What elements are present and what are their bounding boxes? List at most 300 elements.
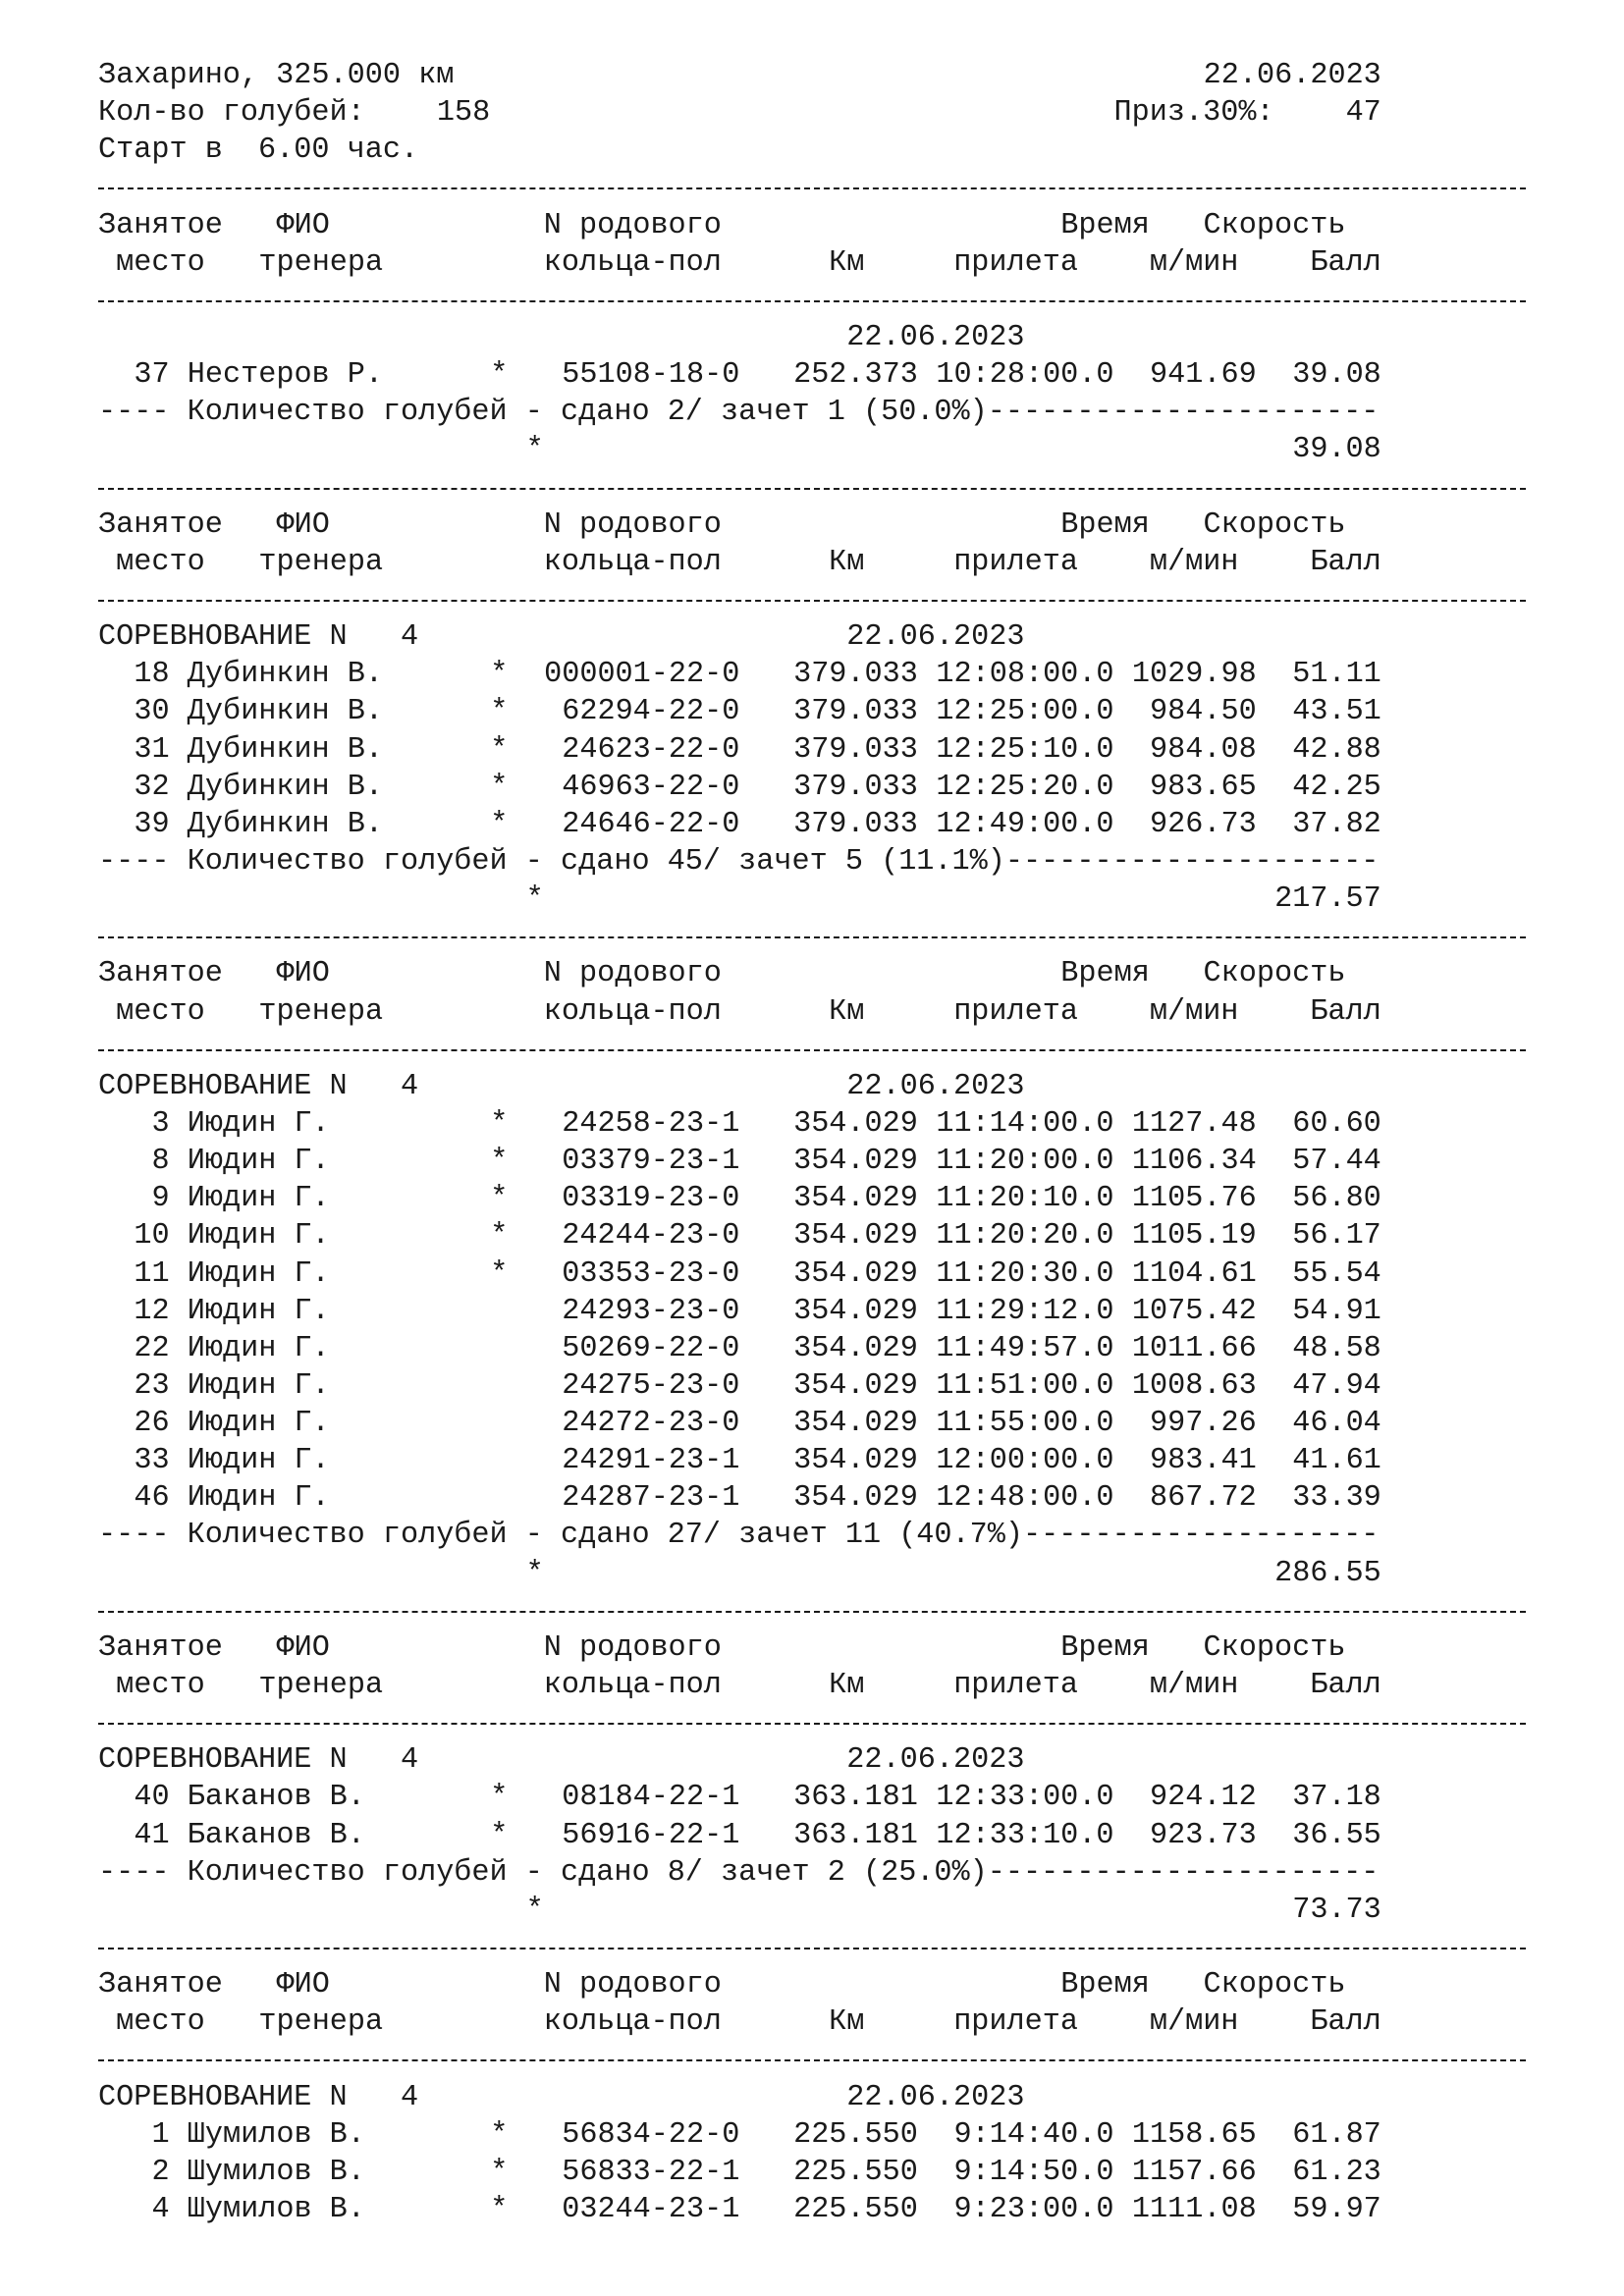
result-row [98,1479,1571,1517]
result-row [98,656,1571,693]
arrival-time: 9:14:40.0 [953,2117,1114,2152]
summary-text: ---- Количество голубей - сдано 45/ зачет 5 (11.1%)--------------------- [98,844,1380,879]
section-total [98,881,1571,918]
score: 56.80 [1292,1182,1381,1216]
distance-km: 354.029 [793,1481,918,1516]
place: 32 [134,770,170,804]
header-line-1 [98,57,1571,94]
speed: 941.69 [1150,358,1257,393]
speed: 997.26 [1150,1407,1257,1441]
speed: 867.72 [1150,1481,1257,1516]
section-total-score: 286.55 [1274,1556,1381,1590]
competition-title: СОРЕВНОВАНИЕ N 4 [98,1743,419,1778]
ring-number: 24275-23-0 [562,1368,740,1403]
result-row [98,1293,1571,1330]
distance-km: 379.033 [793,732,918,767]
dashed-separator [98,282,1571,319]
col-name-label: ФИО [276,507,330,542]
result-row [98,1105,1571,1143]
speed: 1029.98 [1131,658,1257,692]
column-header-row-2 [98,544,1571,581]
section-summary [98,843,1571,881]
col-place-sublabel: место [116,994,205,1029]
col-time-label: Время [1060,1968,1150,2002]
prize-count: 47 [1345,96,1381,131]
result-row [98,769,1571,806]
result-row [98,1180,1571,1217]
total-mark: * [525,1556,544,1590]
score: 33.39 [1292,1481,1381,1516]
trainer-name: Июдин Г. [187,1481,330,1516]
section-heading [98,1741,1571,1779]
speed: 926.73 [1150,807,1257,841]
distance-km: 354.029 [793,1182,918,1216]
ring-number: 24244-23-0 [562,1219,740,1254]
col-time-sublabel: прилета [953,545,1078,579]
column-header-row-2 [98,1667,1571,1704]
score: 36.55 [1292,1818,1381,1852]
score: 43.51 [1292,695,1381,729]
race-date: 22.06.2023 [1203,59,1381,92]
result-row [98,2191,1571,2228]
score: 51.11 [1292,658,1381,692]
ring-number: 50269-22-0 [562,1331,740,1365]
ring-number: 24291-23-1 [562,1444,740,1478]
trainer-name: Июдин Г. [187,1407,330,1441]
section-total [98,1892,1571,1929]
speed: 924.12 [1150,1781,1257,1815]
result-row [98,1330,1571,1367]
trainer-name: Июдин Г. [187,1331,330,1365]
score: 37.18 [1292,1781,1381,1815]
place: 39 [134,807,170,841]
col-speed-label: Скорость [1203,208,1346,242]
result-row [98,1405,1571,1442]
speed: 1111.08 [1131,2193,1257,2227]
place: 23 [134,1368,170,1403]
col-time-label: Время [1060,1630,1150,1665]
speed: 1106.34 [1131,1145,1257,1179]
trainer-name: Нестеров Р. [187,358,384,393]
race-location: Захарино, 325.000 км [98,59,455,92]
col-ring-label: N родового [543,957,722,991]
distance-km: 363.181 [793,1818,918,1852]
distance-km: 354.029 [793,1444,918,1478]
mark: * [490,732,509,767]
col-place-label: Занятое [98,507,223,542]
place: 1 [151,2117,170,2152]
trainer-name: Дубинкин В. [187,770,384,804]
score: 37.82 [1292,807,1381,841]
distance-km: 354.029 [793,1294,918,1328]
speed: 1105.19 [1131,1219,1257,1254]
section-date: 22.06.2023 [846,320,1025,354]
arrival-time: 9:14:50.0 [953,2155,1114,2189]
distance-km: 379.033 [793,770,918,804]
dashed-separator [98,169,1571,206]
col-place-label: Занятое [98,1630,223,1665]
competition-title: СОРЕВНОВАНИЕ N 4 [98,2080,419,2114]
result-row [98,1367,1571,1405]
col-name-sublabel: тренера [258,545,384,579]
col-time-label: Время [1060,957,1150,991]
distance-km: 354.029 [793,1368,918,1403]
speed: 1075.42 [1131,1294,1257,1328]
place: 10 [134,1219,170,1254]
ring-number: 24293-23-0 [562,1294,740,1328]
place: 11 [134,1256,170,1291]
section-total-score: 217.57 [1274,882,1381,917]
speed: 923.73 [1150,1818,1257,1852]
place: 4 [151,2193,170,2227]
total-mark: * [525,1893,544,1927]
ring-number: 46963-22-0 [562,770,740,804]
mark: * [490,1145,509,1179]
place: 46 [134,1481,170,1516]
col-score-label: Балл [1310,994,1381,1029]
col-time-sublabel: прилета [953,245,1078,280]
result-row [98,1143,1571,1180]
section-heading [98,2079,1571,2116]
col-time-sublabel: прилета [953,994,1078,1029]
arrival-time: 12:33:00.0 [936,1781,1114,1815]
prize-label: Приз.30%: [1113,96,1274,131]
col-ring-sublabel: кольца-пол [543,1669,722,1703]
col-name-label: ФИО [276,208,330,242]
ring-number: 55108-18-0 [562,358,740,393]
dashed-separator [98,1929,1571,1966]
section-total [98,431,1571,468]
result-row [98,1779,1571,1816]
col-km-label: Км [829,994,865,1029]
place: 8 [151,1145,170,1179]
header-line-2 [98,94,1571,132]
place: 31 [134,732,170,767]
place: 41 [134,1818,170,1852]
arrival-time: 12:25:10.0 [936,732,1114,767]
result-row [98,731,1571,769]
place: 30 [134,695,170,729]
arrival-time: 12:25:20.0 [936,770,1114,804]
place: 12 [134,1294,170,1328]
column-header-row-1 [98,207,1571,244]
speed: 984.08 [1150,732,1257,767]
dashed-separator [98,581,1571,618]
score: 59.97 [1292,2193,1381,2227]
section-summary [98,1517,1571,1554]
col-name-label: ФИО [276,1630,330,1665]
distance-km: 354.029 [793,1106,918,1141]
distance-km: 354.029 [793,1407,918,1441]
place: 22 [134,1331,170,1365]
distance-km: 379.033 [793,658,918,692]
arrival-time: 12:25:00.0 [936,695,1114,729]
col-speed-sublabel: м/мин [1149,245,1239,280]
total-mark: * [525,882,544,917]
distance-km: 225.550 [793,2117,918,2152]
col-ring-label: N родового [543,507,722,542]
place: 2 [151,2155,170,2189]
ring-number: 24258-23-1 [562,1106,740,1141]
competition-title: СОРЕВНОВАНИЕ N 4 [98,620,419,655]
arrival-time: 11:20:30.0 [936,1256,1114,1291]
col-ring-sublabel: кольца-пол [543,545,722,579]
col-km-label: Км [829,545,865,579]
col-name-label: ФИО [276,1968,330,2002]
result-row [98,1255,1571,1293]
distance-km: 354.029 [793,1256,918,1291]
column-header-row-1 [98,507,1571,544]
total-mark: * [525,433,544,467]
ring-number: 56834-22-0 [562,2117,740,2152]
col-speed-sublabel: м/мин [1149,994,1239,1029]
trainer-name: Дубинкин В. [187,695,384,729]
col-place-sublabel: место [116,545,205,579]
section-heading [98,319,1571,356]
distance-km: 225.550 [793,2155,918,2189]
place: 18 [134,658,170,692]
trainer-name: Баканов В. [187,1818,365,1852]
arrival-time: 11:20:00.0 [936,1145,1114,1179]
distance-km: 354.029 [793,1219,918,1254]
ring-number: 24646-22-0 [562,807,740,841]
section-date: 22.06.2023 [846,620,1025,655]
col-place-label: Занятое [98,208,223,242]
summary-text: ---- Количество голубей - сдано 27/ зачет 11 (40.7%)-------------------- [98,1519,1380,1553]
arrival-time: 11:20:20.0 [936,1219,1114,1254]
col-place-label: Занятое [98,1968,223,2002]
speed: 1157.66 [1131,2155,1257,2189]
col-speed-sublabel: м/мин [1149,1669,1239,1703]
trainer-name: Дубинкин В. [187,807,384,841]
distance-km: 363.181 [793,1781,918,1815]
trainer-name: Дубинкин В. [187,658,384,692]
mark: * [490,1219,509,1254]
ring-number: 24272-23-0 [562,1407,740,1441]
ring-number: 62294-22-0 [562,695,740,729]
arrival-time: 12:48:00.0 [936,1481,1114,1516]
col-name-sublabel: тренера [258,2005,384,2040]
col-score-label: Балл [1310,2005,1381,2040]
trainer-name: Июдин Г. [187,1294,330,1328]
col-name-sublabel: тренера [258,245,384,280]
arrival-time: 12:00:00.0 [936,1444,1114,1478]
ring-number: 56916-22-1 [562,1818,740,1852]
place: 33 [134,1444,170,1478]
place: 40 [134,1781,170,1815]
col-score-label: Балл [1310,1669,1381,1703]
ring-number: 03244-23-1 [562,2193,740,2227]
section-total-score: 39.08 [1292,433,1381,467]
distance-km: 379.033 [793,695,918,729]
score: 48.58 [1292,1331,1381,1365]
dashed-separator [98,1704,1571,1741]
arrival-time: 10:28:00.0 [936,358,1114,393]
distance-km: 379.033 [793,807,918,841]
trainer-name: Июдин Г. [187,1145,330,1179]
dashed-separator [98,2041,1571,2078]
col-ring-sublabel: кольца-пол [543,245,722,280]
section-date: 22.06.2023 [846,1743,1025,1778]
score: 39.08 [1292,358,1381,393]
ring-number: 03379-23-1 [562,1145,740,1179]
section-heading [98,618,1571,656]
birds-count: 158 [436,96,491,131]
mark: * [490,2193,509,2227]
trainer-name: Июдин Г. [187,1444,330,1478]
arrival-time: 11:14:00.0 [936,1106,1114,1141]
result-row [98,806,1571,843]
arrival-time: 11:55:00.0 [936,1407,1114,1441]
score: 61.23 [1292,2155,1381,2189]
distance-km: 252.373 [793,358,918,393]
speed: 984.50 [1150,695,1257,729]
ring-number: 24623-22-0 [562,732,740,767]
result-row [98,356,1571,394]
column-header-row-1 [98,1629,1571,1667]
col-place-sublabel: место [116,2005,205,2040]
trainer-name: Шумилов В. [187,2193,365,2227]
col-time-label: Время [1060,507,1150,542]
summary-text: ---- Количество голубей - сдано 8/ зачет 2 (25.0%)---------------------- [98,1855,1380,1890]
score: 46.04 [1292,1407,1381,1441]
trainer-name: Июдин Г. [187,1106,330,1141]
score: 60.60 [1292,1106,1381,1141]
place: 26 [134,1407,170,1441]
mark: * [490,358,509,393]
result-row [98,2116,1571,2154]
column-header-row-2 [98,2003,1571,2041]
col-place-label: Занятое [98,957,223,991]
col-speed-label: Скорость [1203,1968,1346,2002]
ring-number: 08184-22-1 [562,1781,740,1815]
col-score-label: Балл [1310,245,1381,280]
mark: * [490,658,509,692]
start-time: Старт в 6.00 час. [98,133,419,168]
arrival-time: 12:08:00.0 [936,658,1114,692]
speed: 1158.65 [1131,2117,1257,2152]
column-header-row-2 [98,993,1571,1031]
place: 3 [151,1106,170,1141]
col-time-sublabel: прилета [953,1669,1078,1703]
distance-km: 354.029 [793,1145,918,1179]
col-ring-label: N родового [543,208,722,242]
arrival-time: 11:51:00.0 [936,1368,1114,1403]
mark: * [490,1182,509,1216]
column-header-row-1 [98,1966,1571,2003]
trainer-name: Июдин Г. [187,1368,330,1403]
speed: 983.41 [1150,1444,1257,1478]
header-line-3 [98,132,1571,169]
col-speed-label: Скорость [1203,507,1346,542]
trainer-name: Дубинкин В. [187,732,384,767]
col-ring-label: N родового [543,1968,722,2002]
mark: * [490,2117,509,2152]
distance-km: 225.550 [793,2193,918,2227]
score: 57.44 [1292,1145,1381,1179]
summary-text: ---- Количество голубей - сдано 2/ зачет 1 (50.0%)---------------------- [98,396,1380,430]
ring-number: 03353-23-0 [562,1256,740,1291]
arrival-time: 12:33:10.0 [936,1818,1114,1852]
result-row [98,693,1571,730]
birds-label: Кол-во голубей: [98,96,365,131]
mark: * [490,1106,509,1141]
speed: 1104.61 [1131,1256,1257,1291]
col-name-sublabel: тренера [258,994,384,1029]
col-place-sublabel: место [116,245,205,280]
score: 61.87 [1292,2117,1381,2152]
col-time-sublabel: прилета [953,2005,1078,2040]
distance-km: 354.029 [793,1331,918,1365]
dashed-separator [98,918,1571,955]
result-row [98,1442,1571,1479]
col-km-label: Км [829,2005,865,2040]
speed: 983.65 [1150,770,1257,804]
competition-title: СОРЕВНОВАНИЕ N 4 [98,1069,419,1103]
col-speed-sublabel: м/мин [1149,545,1239,579]
score: 42.25 [1292,770,1381,804]
arrival-time: 11:29:12.0 [936,1294,1114,1328]
arrival-time: 11:49:57.0 [936,1331,1114,1365]
mark: * [490,807,509,841]
result-row [98,1817,1571,1854]
speed: 1127.48 [1131,1106,1257,1141]
section-date: 22.06.2023 [846,2080,1025,2114]
ring-number: 03319-23-0 [562,1182,740,1216]
speed: 1105.76 [1131,1182,1257,1216]
col-ring-label: N родового [543,1630,722,1665]
mark: * [490,1256,509,1291]
section-heading [98,1068,1571,1105]
section-date: 22.06.2023 [846,1069,1025,1103]
col-name-label: ФИО [276,957,330,991]
col-km-label: Км [829,1669,865,1703]
arrival-time: 9:23:00.0 [953,2193,1114,2227]
mark: * [490,2155,509,2189]
col-score-label: Балл [1310,545,1381,579]
trainer-name: Июдин Г. [187,1219,330,1254]
race-results-report [98,57,1571,2228]
section-total [98,1555,1571,1592]
dashed-separator [98,1031,1571,1068]
col-ring-sublabel: кольца-пол [543,994,722,1029]
dashed-separator [98,1592,1571,1629]
score: 54.91 [1292,1294,1381,1328]
ring-number: 24287-23-1 [562,1481,740,1516]
mark: * [490,1818,509,1852]
section-total-score: 73.73 [1292,1893,1381,1927]
trainer-name: Шумилов В. [187,2155,365,2189]
mark: * [490,695,509,729]
col-time-label: Время [1060,208,1150,242]
score: 41.61 [1292,1444,1381,1478]
score: 55.54 [1292,1256,1381,1291]
col-speed-label: Скорость [1203,957,1346,991]
trainer-name: Шумилов В. [187,2117,365,2152]
col-ring-sublabel: кольца-пол [543,2005,722,2040]
arrival-time: 12:49:00.0 [936,807,1114,841]
arrival-time: 11:20:10.0 [936,1182,1114,1216]
section-summary [98,1854,1571,1892]
score: 56.17 [1292,1219,1381,1254]
col-name-sublabel: тренера [258,1669,384,1703]
trainer-name: Июдин Г. [187,1182,330,1216]
trainer-name: Баканов В. [187,1781,365,1815]
speed: 1008.63 [1131,1368,1257,1403]
trainer-name: Июдин Г. [187,1256,330,1291]
col-place-sublabel: место [116,1669,205,1703]
col-speed-sublabel: м/мин [1149,2005,1239,2040]
